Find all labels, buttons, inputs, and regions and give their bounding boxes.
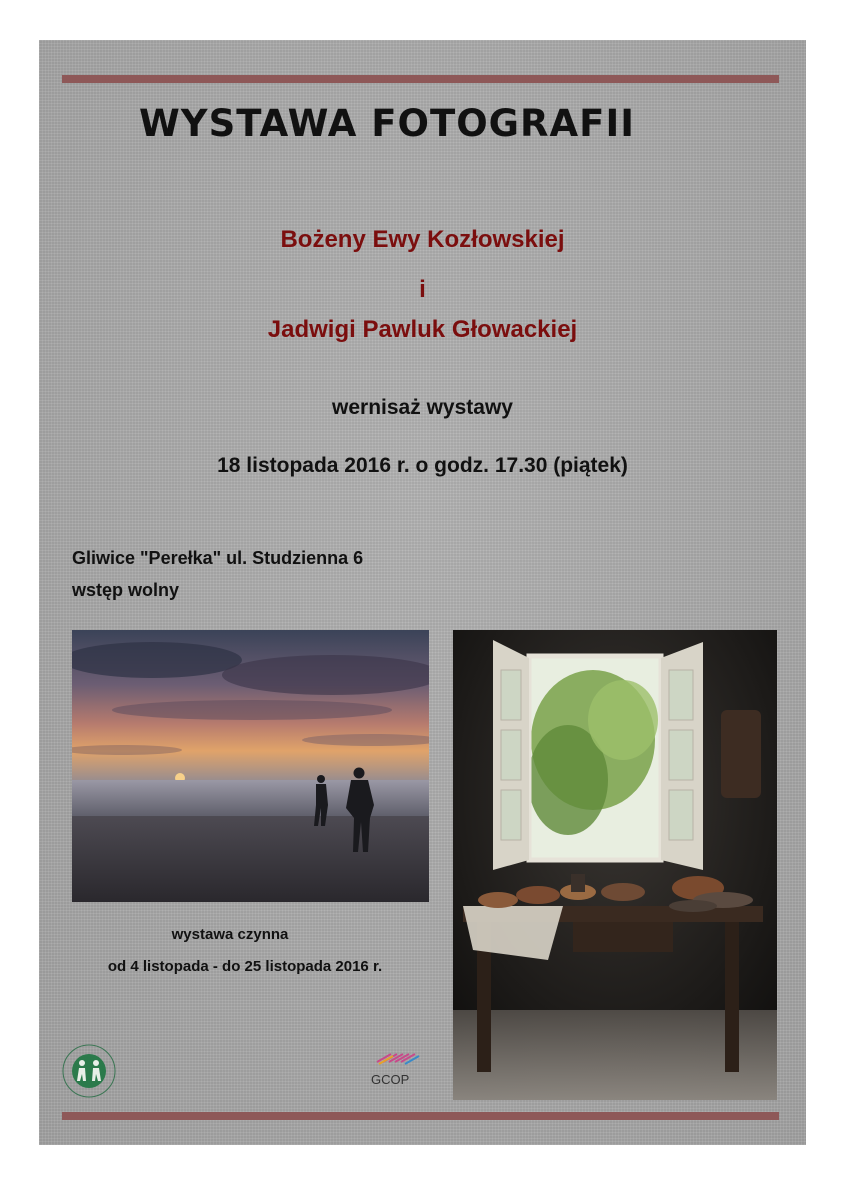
bottom-rule — [62, 1112, 779, 1120]
association-logo-icon — [61, 1043, 117, 1099]
vernissage-label: wernisaż wystawy — [332, 396, 513, 419]
open-window-kitchen-photo — [453, 630, 777, 1100]
author-1: Bożeny Ewy Kozłowskiej — [280, 226, 565, 253]
entry-info: wstęp wolny — [72, 580, 180, 600]
sunset-beach-photo — [72, 630, 429, 902]
open-range: od 4 listopada - do 25 listopada 2016 r. — [107, 958, 383, 975]
poster — [39, 40, 806, 1145]
gcop-logo-text: GCOP — [371, 1072, 410, 1087]
venue-address: Gliwice "Perełka" ul. Studzienna 6 — [72, 548, 364, 568]
author-2: Jadwigi Pawluk Głowackiej — [267, 316, 578, 343]
top-rule — [62, 75, 779, 83]
event-date: 18 listopada 2016 r. o godz. 17.30 (piątek) — [217, 454, 628, 477]
gcop-logo-icon — [369, 1050, 425, 1090]
open-label: wystawa czynna — [171, 926, 289, 943]
poster-title: WYSTAWA FOTOGRAFII — [139, 102, 635, 145]
conjunction: i — [419, 276, 426, 303]
